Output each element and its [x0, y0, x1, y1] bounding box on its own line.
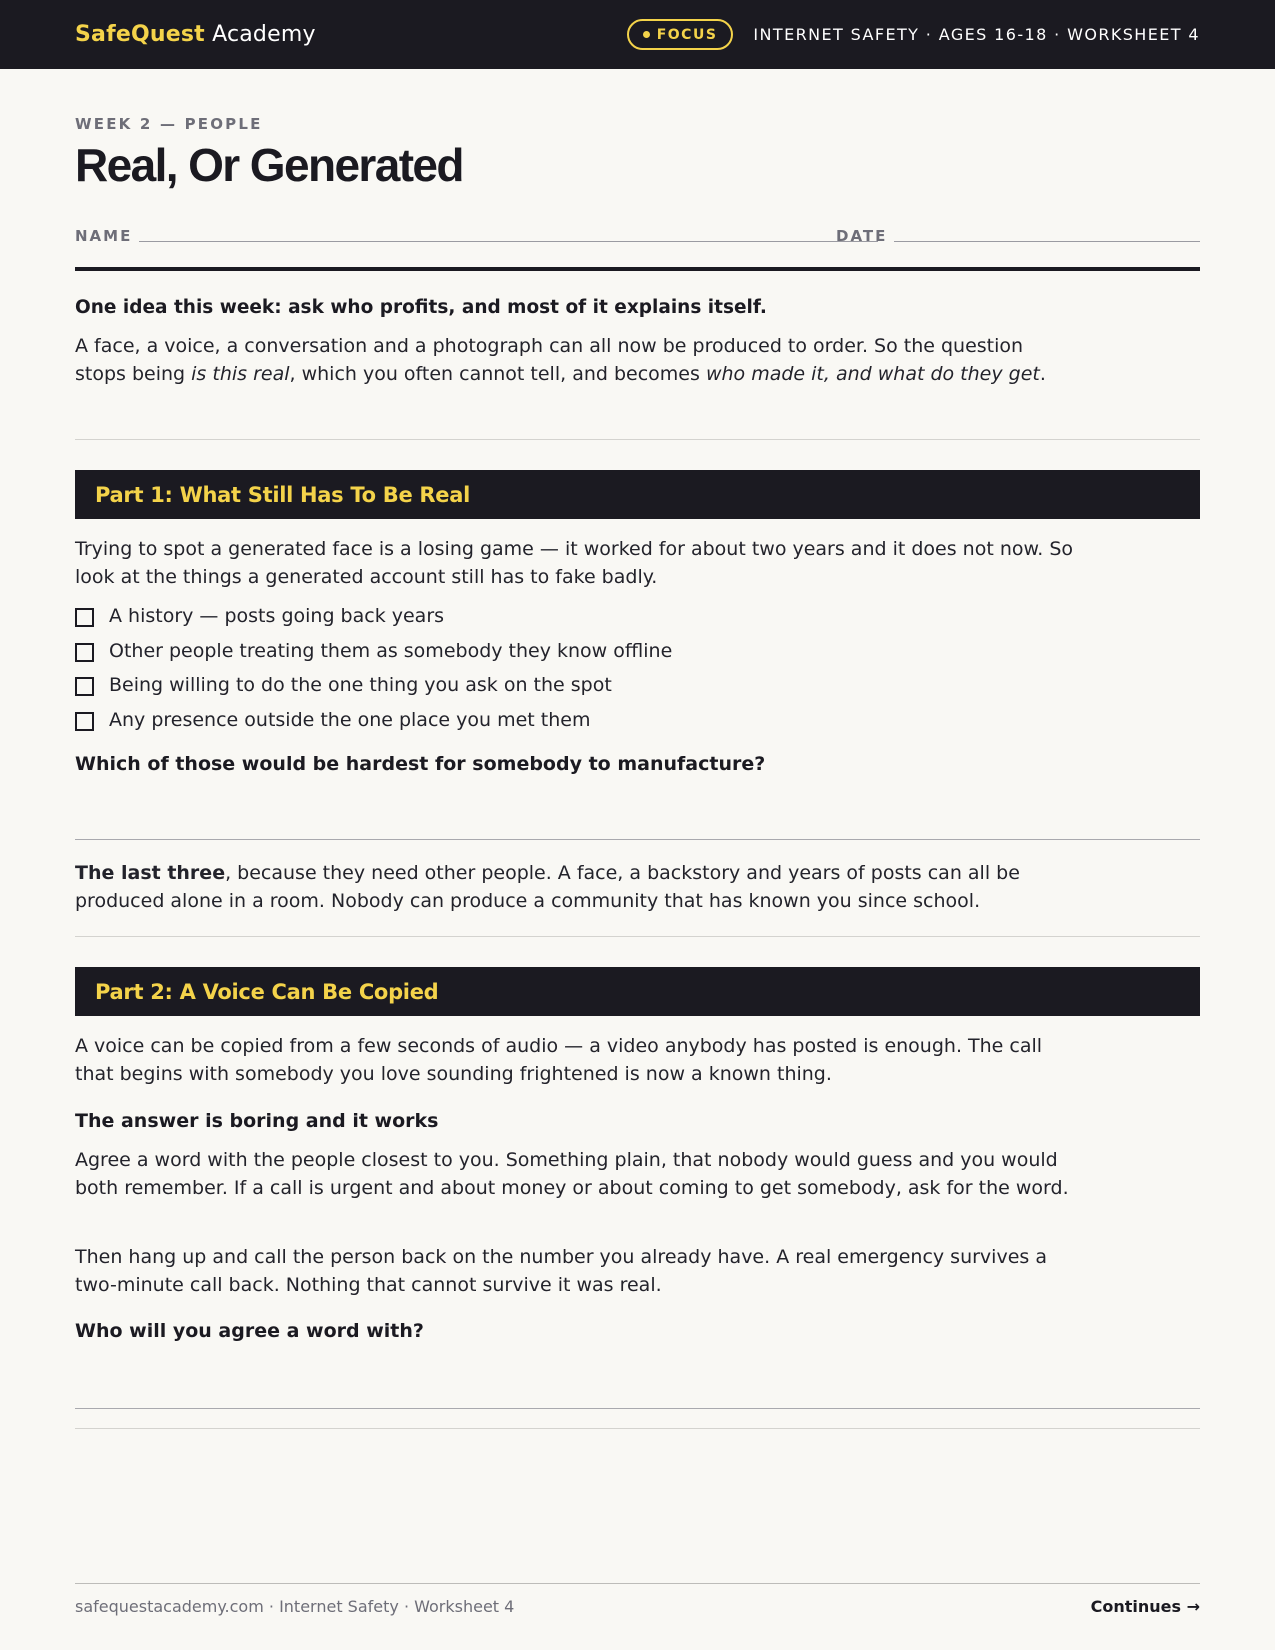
answer-line[interactable]	[75, 1408, 1200, 1409]
answer-bold: The last three	[75, 862, 226, 884]
checklist-label: A history — posts going back years	[109, 605, 445, 627]
name-date-row	[75, 224, 1200, 246]
intro-lead: One idea this week: ask who profits, and most of it explains itself.	[75, 297, 767, 318]
answer-line[interactable]	[75, 839, 1200, 840]
week-eyebrow: WEEK 2 — PEOPLE	[75, 115, 263, 133]
part1-answer	[75, 859, 1075, 915]
intro-text-1: A face, a voice, a conversation and a photograph can all now be produced to order. So the question stops being	[75, 335, 1024, 385]
checklist-item	[75, 638, 672, 673]
divider	[75, 1428, 1200, 1429]
part2-paragraph-3: Then hang up and call the person back on the number you already have. A real emergency survives a two-minute call back. Nothing that cannot survive it was real.	[75, 1246, 1047, 1296]
part1-heading: Part 1: What Still Has To Be Real	[95, 482, 471, 507]
checkbox[interactable]	[75, 608, 94, 627]
dot-icon	[643, 31, 650, 38]
brand-name-rest: Academy	[204, 22, 316, 47]
checklist-label: Being willing to do the one thing you ask on the spot	[109, 674, 612, 696]
checklist-item	[75, 603, 672, 638]
checklist	[75, 603, 672, 741]
intro-paragraph	[75, 332, 1075, 388]
checklist-label: Other people treating them as somebody they know offline	[109, 639, 673, 662]
page-title: Real, Or Generated	[75, 139, 463, 191]
intro-text-2: , which you often cannot tell, and becomes	[289, 363, 706, 385]
part2-paragraph-2: Agree a word with the people closest to you. Something plain, that nobody would guess and you would both remember. If a call is urgent and about money or about coming to get somebody, ask for the word.	[75, 1149, 1069, 1199]
checkbox[interactable]	[75, 712, 94, 731]
answer-text: , because they need other people. A face, a backstory and years of posts can all be produced alone in a room. Nobody can produce a community that has known you since school.	[75, 862, 1020, 912]
focus-badge	[627, 19, 734, 50]
date-field[interactable]	[894, 241, 1200, 242]
part2-question: Who will you agree a word with?	[75, 1320, 424, 1342]
intro-emphasis-1: is this real	[191, 363, 290, 385]
intro-text-3: .	[1039, 363, 1046, 385]
header-meta	[627, 19, 1200, 50]
checklist-item	[75, 672, 672, 707]
part2-subheading: The answer is boring and it works	[75, 1110, 439, 1132]
checklist-label: Any presence outside the one place you met them	[109, 708, 591, 731]
name-field[interactable]	[139, 241, 878, 242]
header-divider	[75, 267, 1200, 271]
continues-link: Continues →	[1090, 1597, 1200, 1616]
checkbox[interactable]	[75, 643, 94, 662]
checkbox[interactable]	[75, 677, 94, 696]
brand-name-strong: SafeQuest	[75, 22, 205, 47]
footer-divider	[75, 1583, 1200, 1584]
focus-badge-label: FOCUS	[656, 26, 718, 43]
top-bar	[0, 0, 1275, 69]
course-info: INTERNET SAFETY · AGES 16-18 · WORKSHEET 4	[753, 25, 1200, 44]
brand-logo	[75, 22, 316, 47]
part2-header	[75, 967, 1200, 1016]
part1-question: Which of those would be hardest for somebody to manufacture?	[75, 753, 766, 775]
divider	[75, 936, 1200, 937]
intro-emphasis-2: who made it, and what do they get	[705, 363, 1040, 385]
part2-paragraph: A voice can be copied from a few seconds of audio — a video anybody has posted is enough. The call that begins with somebody you love sounding frightened is now a known thing.	[75, 1035, 1043, 1085]
checklist-item	[75, 707, 672, 742]
part2-heading: Part 2: A Voice Can Be Copied	[95, 979, 439, 1004]
divider	[75, 439, 1200, 440]
footer-source: safequestacademy.com · Internet Safety · Worksheet 4	[75, 1597, 515, 1616]
part1-header	[75, 470, 1200, 519]
date-label: DATE	[836, 227, 888, 245]
name-label: NAME	[75, 227, 133, 245]
part1-paragraph: Trying to spot a generated face is a losing game — it worked for about two years and it does not now. So look at the things a generated account still has to fake badly.	[75, 538, 1074, 588]
